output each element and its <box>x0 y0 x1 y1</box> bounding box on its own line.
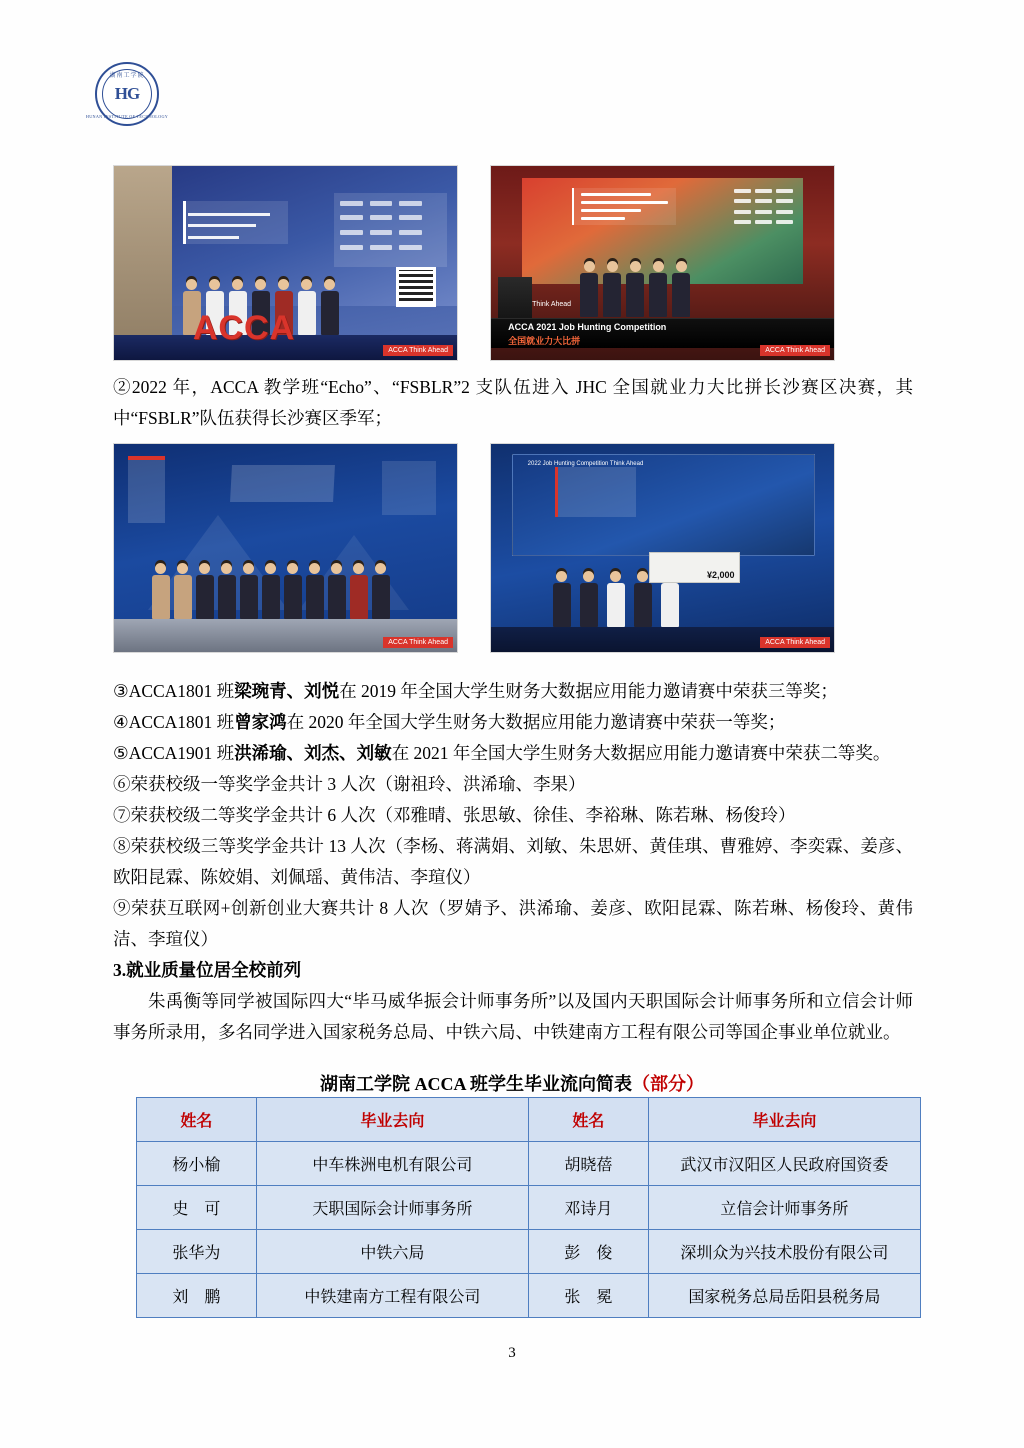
paragraph-item-2 <box>113 372 913 434</box>
table-header-row <box>137 1098 921 1142</box>
table-row <box>137 1274 921 1318</box>
cell-name: 张华为 <box>137 1230 257 1274</box>
item-4-names: 曾家鸿 <box>234 712 287 732</box>
item-3-names: 梁琬青、刘悦 <box>234 681 340 701</box>
header-destination-1: 毕业去向 <box>256 1098 528 1142</box>
photo-row-2 <box>113 443 835 653</box>
qr-code-icon <box>396 267 436 307</box>
item-9: ⑨荣获互联网+创新创业大赛共计 8 人次（罗婧予、洪浠瑜、姜彦、欧阳昆霖、陈若琳、杨俊玲、黄伟洁、李瑄仪） <box>113 898 913 949</box>
photo-row-1 <box>113 165 835 361</box>
item-6: ⑥荣获校级一等奖学金共计 3 人次（谢祖玲、洪浠瑜、李果） <box>113 774 586 794</box>
section-3-body: 朱禹衡等同学被国际四大“毕马威华振会计师事务所”以及国内天职国际会计师事务所和立信会计师事务所录用，多名同学进入国家税务总局、中铁六局、中铁建南方工程有限公司等国企事业单位就业。 <box>113 991 913 1042</box>
cell-name: 史 可 <box>137 1186 257 1230</box>
item-8: ⑧荣获校级三等奖学金共计 13 人次（李杨、蒋满娟、刘敏、朱思妍、黄佳琪、曹雅婷、李奕霖、姜彦、欧阳昆霖、陈姣娟、刘佩瑶、黄伟洁、李瑄仪） <box>113 836 913 887</box>
table-row <box>137 1142 921 1186</box>
item-3 <box>113 676 913 707</box>
cheque-amount: ¥2,000 <box>706 569 735 580</box>
cell-destination: 国家税务总局岳阳县税务局 <box>648 1274 920 1318</box>
cell-name: 彭 俊 <box>528 1230 648 1274</box>
cell-name: 胡晓蓓 <box>528 1142 648 1186</box>
think-ahead-text: Think Ahead <box>532 300 572 308</box>
acca-brand-badge: ACCA Think Ahead <box>383 345 453 356</box>
table-title-suffix: （部分） <box>632 1074 704 1094</box>
acca-2021-award-photo <box>113 165 458 361</box>
acca-brand-badge: ACCA Think Ahead <box>383 637 453 648</box>
acca-2022-award-cheque-photo <box>490 443 835 653</box>
screen-text: 2022 Job Hunting Competition Think Ahead <box>527 461 644 468</box>
section-3-heading: 3.就业质量位居全校前列 <box>113 960 302 980</box>
cell-destination: 中铁六局 <box>256 1230 528 1274</box>
acca-brand-badge: ACCA Think Ahead <box>760 637 830 648</box>
cell-name: 刘 鹏 <box>137 1274 257 1318</box>
university-logo <box>85 62 169 134</box>
seal-icon <box>85 62 169 126</box>
acca-2022-team-group-photo <box>113 443 458 653</box>
cell-destination: 天职国际会计师事务所 <box>256 1186 528 1230</box>
header-destination-2: 毕业去向 <box>648 1098 920 1142</box>
table-title-main: 湖南工学院 ACCA 班学生毕业流向简表 <box>319 1074 632 1094</box>
logo-top-text: 湖南工学院 <box>109 73 145 79</box>
cell-destination: 中铁建南方工程有限公司 <box>256 1274 528 1318</box>
logo-bottom-text: HUNAN INSTITUTE OF TECHNOLOGY <box>85 114 169 119</box>
banner-english-text: ACCA 2021 Job Hunting Competition <box>508 321 667 332</box>
item-4-suffix: 在 2020 年全国大学生财务大数据应用能力邀请赛中荣获一等奖； <box>286 712 786 732</box>
award-cheque <box>649 552 740 583</box>
achievements-list <box>113 676 913 1048</box>
cell-destination: 武汉市汉阳区人民政府国资委 <box>648 1142 920 1186</box>
stage-word-acca: ACCA <box>192 309 296 348</box>
page-number: 3 <box>508 1345 516 1361</box>
table-row <box>137 1186 921 1230</box>
cell-destination: 立信会计师事务所 <box>648 1186 920 1230</box>
item-7: ⑦荣获校级二等奖学金共计 6 人次（邓雅晴、张思敏、徐佳、李裕琳、陈若琳、杨俊玲） <box>113 805 796 825</box>
cell-name: 邓诗月 <box>528 1186 648 1230</box>
item-5-suffix: 在 2021 年全国大学生财务大数据应用能力邀请赛中荣获二等奖。 <box>391 743 891 763</box>
cell-destination: 深圳众为兴技术股份有限公司 <box>648 1230 920 1274</box>
item-3-prefix: ③ACCA1801 班 <box>113 681 235 701</box>
acca-brand-badge: ACCA Think Ahead <box>760 345 830 356</box>
header-name-1: 姓名 <box>137 1098 257 1142</box>
item-3-suffix: 在 2019 年全国大学生财务大数据应用能力邀请赛中荣获三等奖； <box>339 681 838 701</box>
banner-chinese-text: 全国就业力大比拼 <box>508 335 581 346</box>
logo-center-text: HG <box>114 84 140 103</box>
table-row <box>137 1230 921 1274</box>
acca-2021-finalists-photo <box>490 165 835 361</box>
table-title <box>0 1070 1024 1096</box>
item-4-prefix: ④ACCA1801 班 <box>113 712 235 732</box>
cell-name: 张 冕 <box>528 1274 648 1318</box>
item-4 <box>113 707 913 738</box>
item-2-text: ②2022 年，ACCA 教学班“Echo”、“FSBLR”2 支队伍进入 JHC 全国就业力大比拼长沙赛区决赛，其中“FSBLR”队伍获得长沙赛区季军； <box>113 377 913 428</box>
graduate-destination-table <box>136 1097 921 1318</box>
header-name-2: 姓名 <box>528 1098 648 1142</box>
item-5-names: 洪浠瑜、刘杰、刘敏 <box>234 743 392 763</box>
cell-name: 杨小榆 <box>137 1142 257 1186</box>
item-5-prefix: ⑤ACCA1901 班 <box>113 743 235 763</box>
item-5 <box>113 738 913 769</box>
cell-destination: 中车株洲电机有限公司 <box>256 1142 528 1186</box>
